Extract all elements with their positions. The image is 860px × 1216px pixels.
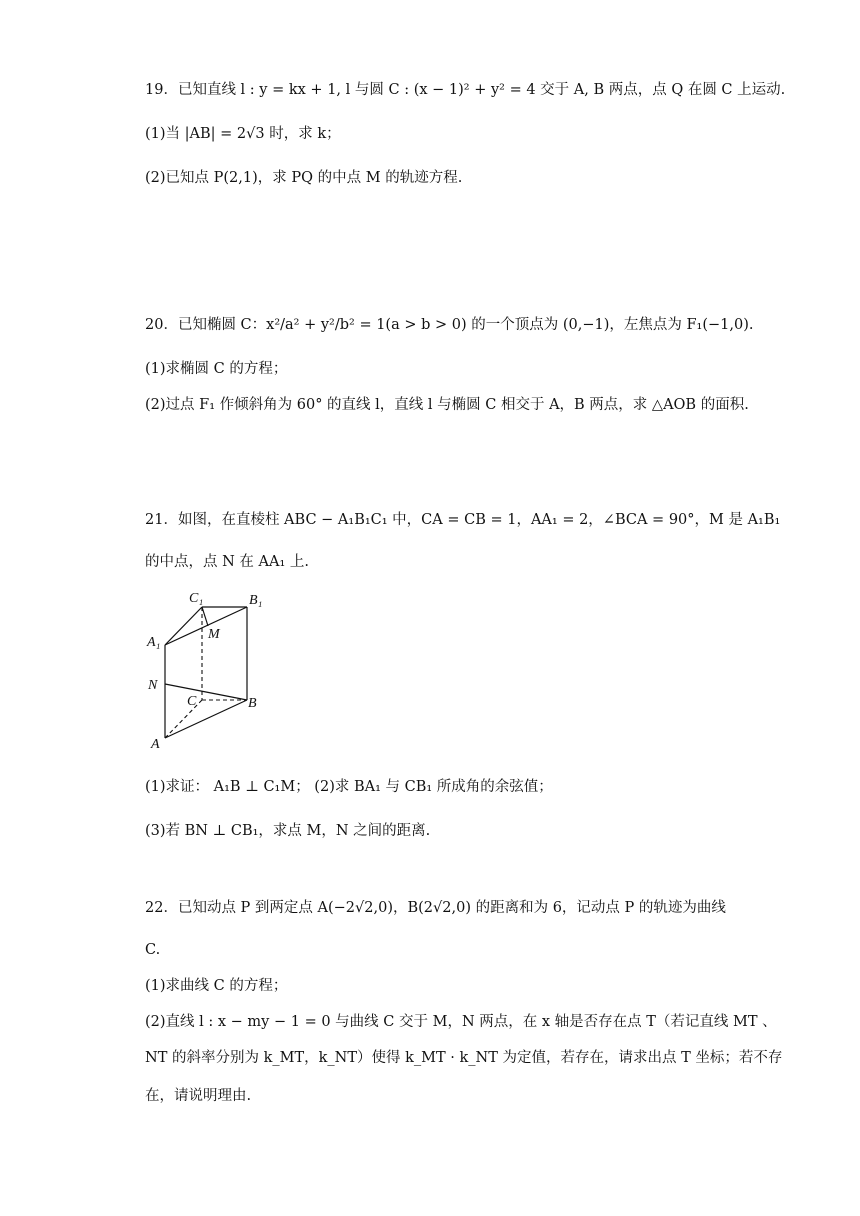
problem-20-part-2: (2)过点 F₁ 作倾斜角为 60° 的直线 l，直线 l 与椭圆 C 相交于 A，B 两点，求 △AOB 的面积. [145, 397, 749, 413]
problem-22-part-2: (2)直线 l : x − my − 1 = 0 与曲线 C 交于 M，N 两点，在 x 轴是否存在点 T（若记直线 MT 、 [145, 1014, 777, 1030]
label-b1: B₁ [249, 593, 263, 608]
problem-21-parts-1-2: (1)求证： A₁B ⊥ C₁M； (2)求 BA₁ 与 CB₁ 所成角的余弦值； [145, 779, 553, 795]
problem-22-statement: 22．已知动点 P 到两定点 A(−2√2,0)，B(2√2,0) 的距离和为 6，记动点 P 的轨迹为曲线 [145, 900, 726, 916]
label-b: B [248, 696, 257, 711]
problem-22-part-2-cont: NT 的斜率分别为 k_MT，k_NT）使得 k_MT · k_NT 为定值，若存在，请求出点 T 坐标；若不存 [145, 1050, 783, 1066]
problem-21-statement-cont: 的中点，点 N 在 AA₁ 上. [145, 554, 309, 570]
problem-19-part-1: (1)当 |AB| = 2√3 时，求 k； [145, 126, 341, 142]
problem-20-part-1: (1)求椭圆 C 的方程； [145, 361, 288, 377]
label-c1: C₁ [189, 591, 204, 606]
problem-22-statement-cont: C. [145, 942, 161, 958]
edge-a-c-hidden [165, 700, 202, 738]
problem-19-part-2: (2)已知点 P(2,1)，求 PQ 的中点 M 的轨迹方程. [145, 170, 463, 186]
label-c: C [187, 694, 197, 709]
problem-22-part-2-end: 在，请说明理由. [145, 1088, 252, 1104]
problem-19-statement: 19．已知直线 l : y = kx + 1, l 与圆 C : (x − 1)² + y² = 4 交于 A, B 两点，点 Q 在圆 C 上运动. [145, 82, 786, 98]
label-a1: A₁ [147, 635, 161, 650]
prism-figure [145, 588, 270, 750]
label-a: A [151, 737, 160, 750]
edge-a1-b1 [165, 607, 247, 645]
problem-21-statement: 21．如图，在直棱柱 ABC − A₁B₁C₁ 中，CA = CB = 1，AA₁ = 2，∠BCA = 90°，M 是 A₁B₁ [145, 512, 781, 528]
segment-n-b [165, 684, 247, 700]
problem-21-part-3: (3)若 BN ⊥ CB₁，求点 M，N 之间的距离. [145, 823, 431, 839]
label-m: M [208, 627, 220, 642]
problem-22-part-1: (1)求曲线 C 的方程； [145, 978, 288, 994]
segment-c1-m [202, 607, 208, 626]
label-n: N [148, 678, 158, 693]
edge-a1-c1 [165, 607, 202, 645]
edge-a-b [165, 700, 247, 738]
problem-20-statement: 20．已知椭圆 C：x²/a² + y²/b² = 1(a > b > 0) 的一个顶点为 (0,−1)，左焦点为 F₁(−1,0). [145, 317, 754, 333]
